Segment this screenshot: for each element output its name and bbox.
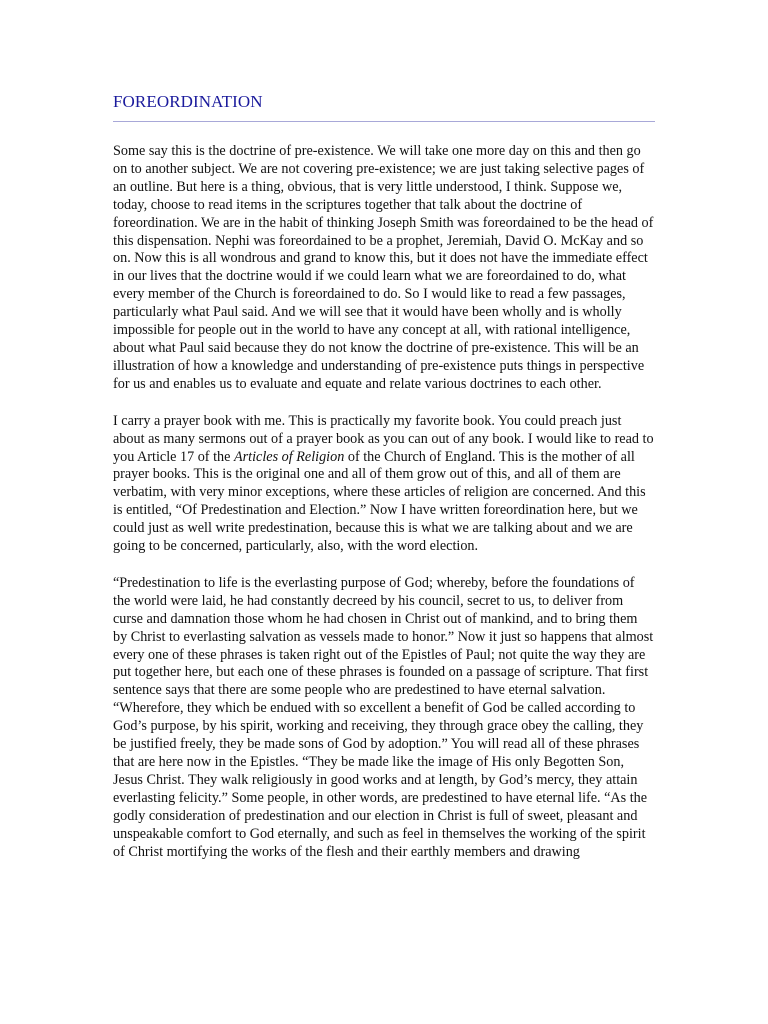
document-page xyxy=(113,92,655,880)
paragraph-2 xyxy=(113,413,655,556)
paragraph-3: “Predestination to life is the everlasting purpose of God; whereby, before the foundations of the world were laid, he had constantly decreed by his council, secret to us, to deliver from curse and damnation those whom he had chosen in Christ out of mankind, and to bring them by Christ to everlasting salvation as vessels made to honor.” Now it just so happens that almost every one of these phrases is taken right out of the Epistles of Paul; not quite the way they are put together here, but each one of these phrases is founded on a passage of scripture. That first sentence says that there are some people who are predestined to have eternal salvation. “Wherefore, they which be endued with so excellent a benefit of God be called according to God’s purpose, by his spirit, working and receiving, they through grace obey the calling, they be justified freely, they be made sons of God by adoption.” You will read all of these phrases that are here now in the Epistles. “They be made like the image of His only Begotten Son, Jesus Christ. They walk religiously in good works and at length, by God’s mercy, they attain everlasting felicity.” Some people, in other words, are predestined to have eternal life. “As the godly consideration of predestination and our election in Christ is full of sweet, pleasant and unspeakable comfort to God eternally, and such as feel in themselves the working of the spirit of Christ mortifying the works of the flesh and their earthly members and drawing xyxy=(113,574,654,860)
book-title-italic: Articles of Religion xyxy=(233,448,345,465)
paragraph-2-text-after: of the Church of England. This is the mother of all prayer books. This is the original one and all of them grow out of this, and all of them are verbatim, with very minor exceptions, where these articles of religion are concerned. And this is entitled, “Of Predestination and Election.” Now I have written foreordination here, but we could just as well write predestination, because this is what we are talking about and we are going to be concerned, particularly, also, with the word election. xyxy=(113,448,646,555)
title-divider xyxy=(113,121,655,122)
paragraph-1: Some say this is the doctrine of pre-existence. We will take one more day on this and then go on to another subject. We are not covering pre-existence; we are just taking selective pages of an outline. But here is a thing, obvious, that is very little understood, I think. Suppose we, today, choose to read items in the scriptures together that talk about the doctrine of foreordination. We are in the habit of thinking Joseph Smith was foreordained to be the head of this dispensation. Nephi was foreordained to be a prophet, Jeremiah, David O. McKay and so on. Now this is all wondrous and grand to know this, but it does not have the immediate effect in our lives that the doctrine would if we could learn what we are foreordained to do, what every member of the Church is foreordained to do. So I would like to read a few passages, particularly what Paul said. And we will see that it would have been wholly and is wholly impossible for people out in the world to have any concept at all, with rational intelligence, about what Paul said because they do not know the doctrine of pre-existence. This will be an illustration of how a knowledge and understanding of pre-existence puts things in perspective for us and enables us to evaluate and equate and relate various doctrines to each other. xyxy=(113,143,654,392)
page-title: FOREORDINATION xyxy=(113,92,263,111)
paragraph-2-text-before: I carry a prayer book with me. This is practically my favorite book. You could preach just about as many sermons out of a prayer book as you can out of any book. I would like to read to you Article 17 of the xyxy=(113,412,654,465)
